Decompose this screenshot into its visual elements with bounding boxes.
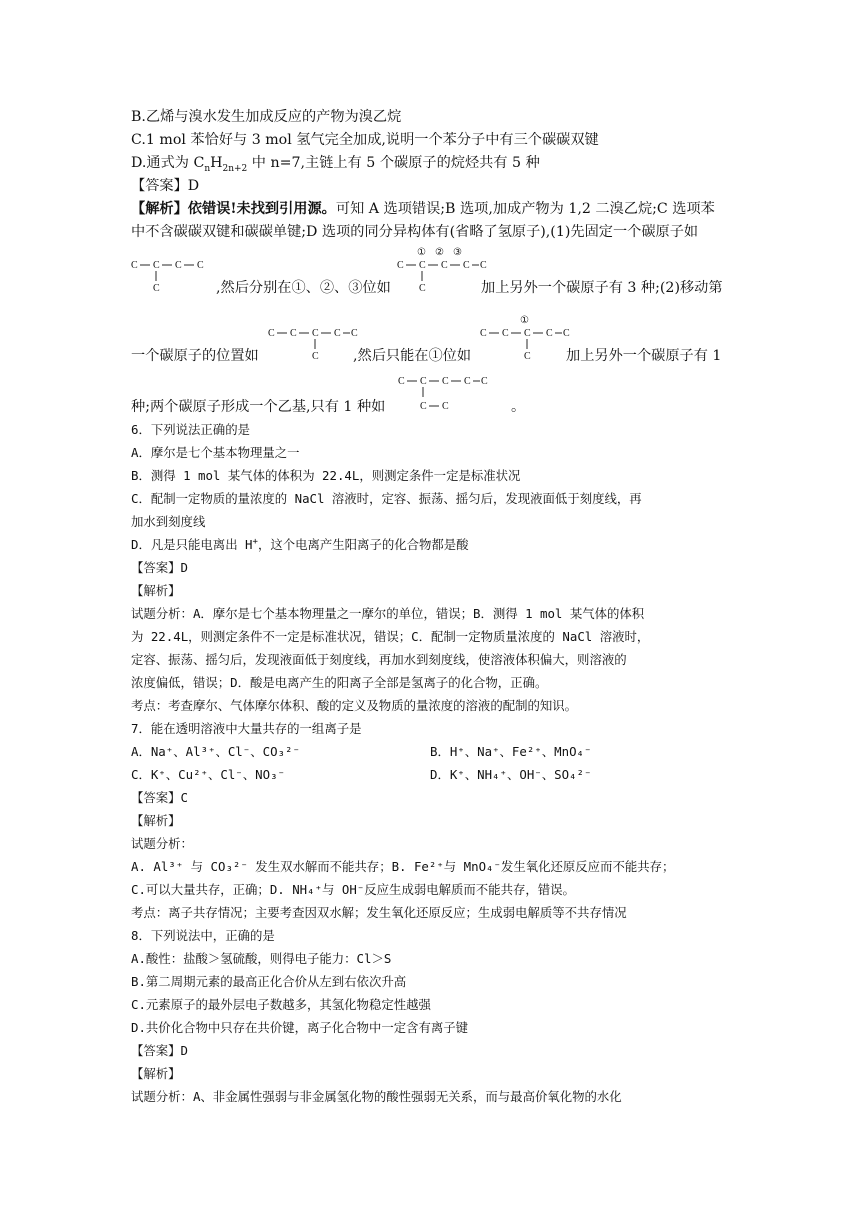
svg-text:①: ① [417, 247, 426, 258]
q8-option-a: A.酸性：盐酸＞氢硫酸，则得电子能力：Cl＞S [131, 951, 392, 966]
q6-detail-2: 为 22.4L，则测定条件不一定是标准状况，错误；C．配制一定物质量浓度的 NaCl 溶液时， [131, 629, 650, 644]
svg-text:C: C [131, 260, 138, 271]
svg-text:C: C [312, 351, 319, 362]
svg-text:C: C [197, 260, 204, 271]
q8-analysis: 【解析】 [131, 1066, 181, 1081]
structure-5 [398, 371, 498, 419]
svg-text:C: C [268, 328, 275, 339]
analysis-line-3a: ,然后分别在①、②、③位如 [216, 280, 391, 296]
svg-text:C: C [480, 328, 487, 339]
q7-answer: 【答案】C [131, 790, 189, 805]
svg-text:C: C [563, 328, 570, 339]
q8-stem: 8．下列说法中，正确的是 [131, 928, 275, 943]
answer-line: 【答案】D [131, 178, 200, 194]
option-b: B.乙烯与溴水发生加成反应的产物为溴乙烷 [131, 109, 402, 125]
svg-text:C: C [441, 260, 448, 271]
svg-text:C: C [312, 328, 319, 339]
svg-text:C: C [351, 328, 358, 339]
analysis-line-5b: 。 [511, 399, 526, 415]
q6-option-b: B．测得 1 mol 某气体的体积为 22.4L，则测定条件一定是标准状况 [131, 468, 521, 483]
q8-option-c: C.元素原子的最外层电子数越多，其氢化物稳定性越强 [131, 997, 431, 1012]
q7-point: 考点：离子共存情况；主要考查因双水解；发生氧化还原反应；生成弱电解质等不共存情况 [131, 905, 627, 920]
structure-1 [131, 255, 221, 299]
svg-text:C: C [419, 260, 426, 271]
q7-detail-0: 试题分析： [131, 836, 193, 851]
q7-stem: 7．能在透明溶液中大量共存的一组离子是 [131, 721, 362, 736]
q6-detail-4: 浓度偏低，错误；D．酸是电离产生的阳离子全部是氢离子的化合物，正确。 [131, 675, 548, 690]
svg-text:C: C [524, 328, 531, 339]
svg-text:③: ③ [453, 247, 462, 258]
option-c: C.1 mol 苯恰好与 3 mol 氢气完全加成,说明一个苯分子中有三个碳碳双键 [131, 132, 599, 148]
q6-analysis: 【解析】 [131, 583, 181, 598]
analysis-line-3b: 加上另外一个碳原子有 3 种;(2)移动第 [481, 280, 723, 296]
svg-text:C: C [153, 260, 160, 271]
analysis-line-5a: 种;两个碳原子形成一个乙基,只有 1 种如 [131, 399, 386, 415]
option-d: D.通式为 $C_nH_{2n+2}$ 中 n=7,主链上有 5 个碳原子的烷烃共有 5 种 [131, 155, 540, 174]
q6-stem: 6．下列说法正确的是 [131, 422, 250, 437]
q8-option-d: D.共价化合物中只存在共价键，离子化合物中一定含有离子键 [131, 1020, 469, 1035]
svg-text:C: C [464, 376, 471, 387]
q7-detail-1: A. Al³⁺ 与 CO₃²⁻ 发生双水解而不能共存；B. Fe²⁺与 MnO₄⁻发生氧化还原反应而不能共存； [131, 859, 675, 874]
q6-answer: 【答案】D [131, 560, 189, 575]
q8-answer: 【答案】D [131, 1043, 189, 1058]
q7-options-cd: C．K⁺、Cu²⁺、Cl⁻、NO₃⁻ D．K⁺、NH₄⁺、OH⁻、SO₄²⁻ [131, 767, 592, 782]
question-6 [131, 418, 743, 1108]
svg-text:C: C [463, 260, 470, 271]
svg-text:C: C [442, 401, 449, 412]
svg-text:C: C [420, 401, 427, 412]
q6-point: 考点：考查摩尔、气体摩尔体积、酸的定义及物质的量浓度的溶液的配制的知识。 [131, 698, 578, 713]
q6-option-d: D．凡是只能电离出 H+，这个电离产生阳离子的化合物都是酸 [131, 536, 469, 552]
svg-text:C: C [420, 376, 427, 387]
svg-text:C: C [480, 260, 487, 271]
q8-detail-1: 试题分析：A、非金属性强弱与非金属氢化物的酸性强弱无关系，而与最高价氧化物的水化 [131, 1089, 622, 1104]
svg-text:C: C [481, 376, 488, 387]
svg-text:C: C [442, 376, 449, 387]
q6-option-c2: 加水到刻度线 [131, 514, 206, 529]
structure-4 [480, 311, 580, 367]
svg-text:C: C [502, 328, 509, 339]
analysis-line-1: 【解析】依错误!未找到引用源。可知 A 选项错误;B 选项,加成产物为 1,2 二溴乙烷;C 选项苯 [131, 201, 715, 217]
analysis-line-2: 中不含碳碳双键和碳碳单键;D 选项的同分异构体有(省略了氢原子),(1)先固定一个碳原子如 [131, 224, 699, 240]
analysis-line-4c: 加上另外一个碳原子有 1 [566, 348, 722, 364]
svg-text:C: C [290, 328, 297, 339]
q6-detail-1: 试题分析：A．摩尔是七个基本物理量之一摩尔的单位，错误；B．测得 1 mol 某气体的体积 [131, 606, 645, 621]
svg-text:C: C [334, 328, 341, 339]
svg-text:C: C [398, 376, 405, 387]
q7-detail-2: C.可以大量共存，正确；D. NH₄⁺与 OH⁻反应生成弱电解质而不能共存，错误。 [131, 882, 575, 897]
svg-text:C: C [397, 260, 404, 271]
q7-analysis: 【解析】 [131, 813, 181, 828]
q7-options-ab: A．Na⁺、Al³⁺、Cl⁻、CO₃²⁻ B．H⁺、Na⁺、Fe²⁺、MnO₄⁻ [131, 744, 592, 759]
analysis-line-4a: 一个碳原子的位置如 [131, 348, 259, 364]
q6-option-a: A．摩尔是七个基本物理量之一 [131, 445, 300, 460]
analysis-line-4b: ,然后只能在①位如 [353, 348, 472, 364]
svg-text:②: ② [435, 247, 444, 258]
svg-text:C: C [153, 283, 160, 294]
svg-text:①: ① [520, 315, 529, 326]
q6-option-c1: C．配制一定物质的量浓度的 NaCl 溶液时，定容、振荡、摇匀后，发现液面低于刻度线，再 [131, 491, 642, 506]
structure-2 [397, 243, 487, 299]
q6-detail-3: 定容、振荡、摇匀后，发现液面低于刻度线，再加水到刻度线，使溶液体积偏大，则溶液的 [131, 652, 627, 667]
q8-option-b: B.第二周期元素的最高正化合价从左到右依次升高 [131, 974, 407, 989]
svg-text:C: C [524, 351, 531, 362]
svg-text:C: C [546, 328, 553, 339]
question-5-continued [131, 106, 743, 244]
svg-text:C: C [175, 260, 182, 271]
svg-text:C: C [419, 283, 426, 294]
